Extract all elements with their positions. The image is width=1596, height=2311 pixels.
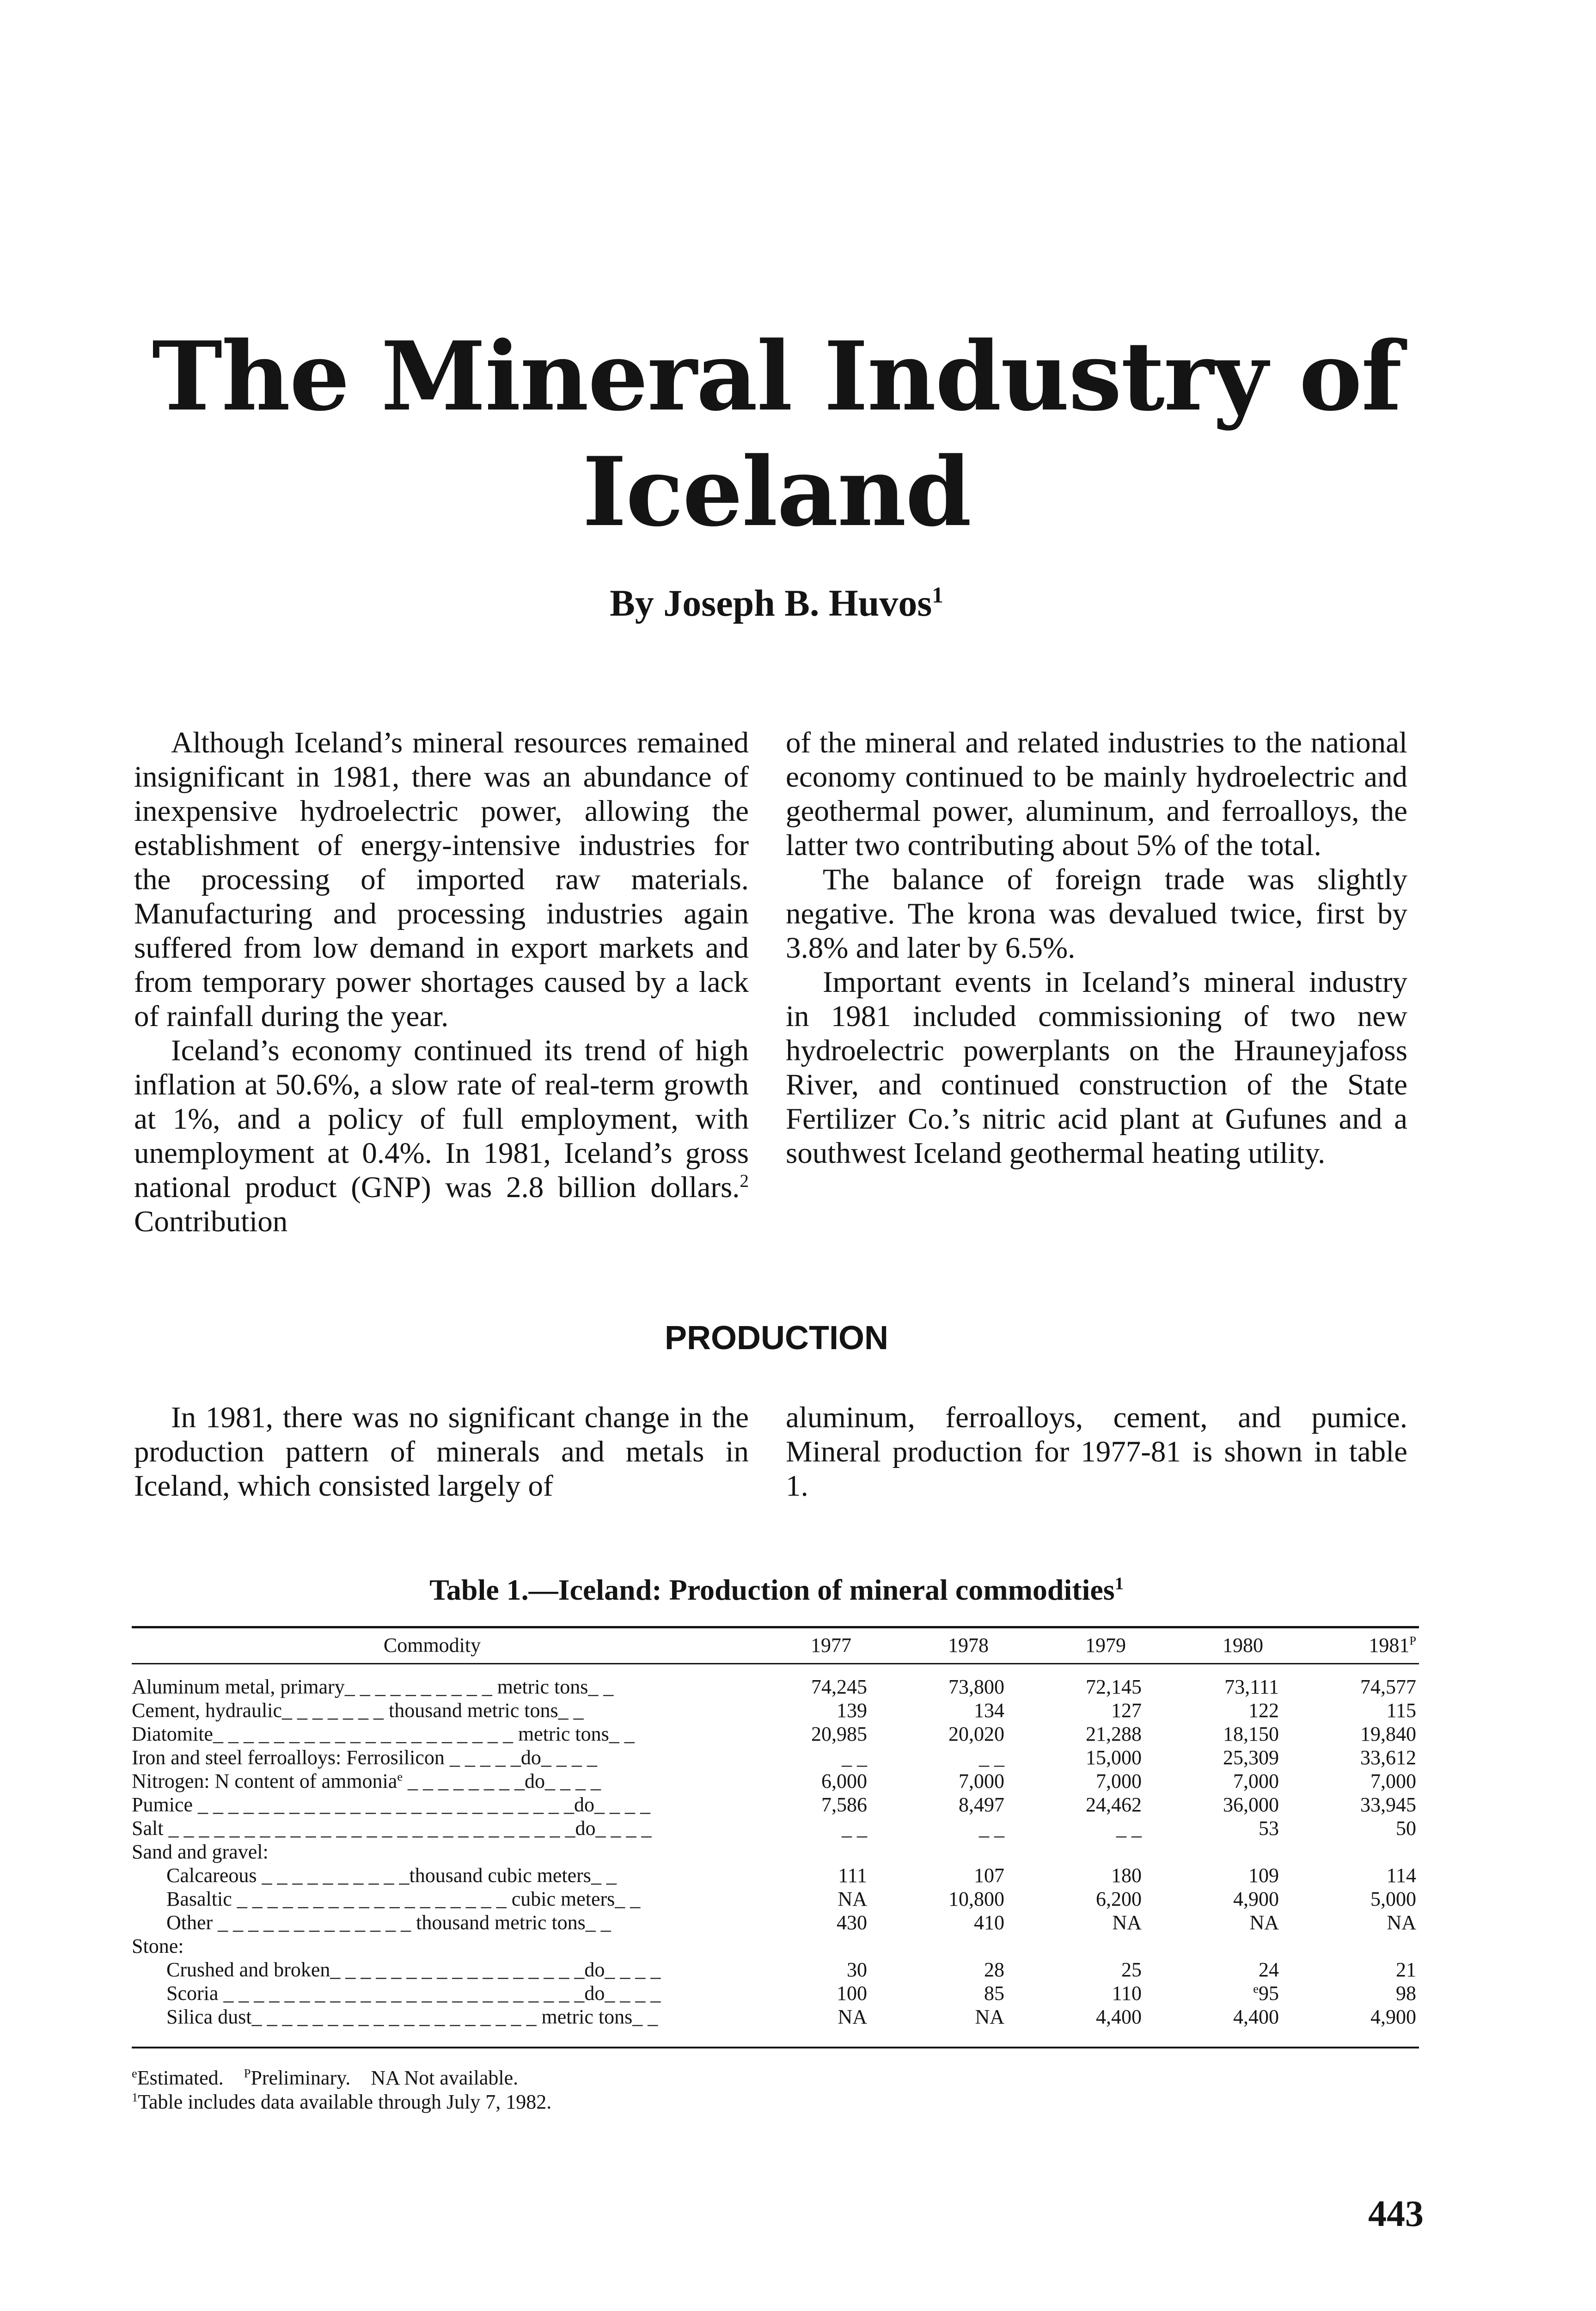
value-text: 10,800 xyxy=(948,1887,1004,1910)
value-text: NA xyxy=(838,1887,867,1910)
value-cell xyxy=(1144,1722,1282,1746)
value-text: 4,400 xyxy=(1096,2005,1142,2028)
value-cell xyxy=(733,1793,870,1816)
value-cell xyxy=(870,1958,1007,1981)
value-cell xyxy=(870,2005,1007,2029)
value-text: 7,000 xyxy=(1370,1769,1416,1792)
production-left-column xyxy=(134,1400,749,1503)
intro-left-column xyxy=(134,726,749,1239)
value-cell xyxy=(733,1699,870,1722)
commodity-label: Calcareous _ _ _ _ _ _ _ _ _ _thousand cubic meters_ _ xyxy=(166,1864,617,1887)
value-text: 33,612 xyxy=(1360,1746,1416,1769)
header-1978: 1978 xyxy=(948,1633,989,1657)
value-text: 28 xyxy=(984,1958,1004,1981)
table-header-row xyxy=(132,1627,1419,1663)
table-row xyxy=(132,1887,1419,1911)
author-byline xyxy=(139,580,1414,626)
table-row xyxy=(132,1746,1419,1769)
value-text: 21 xyxy=(1396,1958,1416,1981)
value-text: 139 xyxy=(837,1699,867,1722)
commodity-cell xyxy=(132,1699,733,1722)
commodity-label: Crushed and broken_ _ _ _ _ _ _ _ _ _ _ _ _ _ _ _ _do_ _ _ _ xyxy=(166,1958,661,1981)
value-text: 100 xyxy=(837,1981,867,2005)
note-p-sup: P xyxy=(244,2066,251,2080)
table-row xyxy=(132,1722,1419,1746)
value-cell xyxy=(1282,1663,1419,1699)
value-cell xyxy=(1007,1793,1144,1816)
footnote-marker-2: 2 xyxy=(740,1171,749,1191)
value-cell xyxy=(1007,1840,1144,1864)
value-cell xyxy=(1282,1793,1419,1816)
value-text: NA xyxy=(1249,1911,1279,1934)
value-cell xyxy=(1282,1722,1419,1746)
value-cell xyxy=(1144,1769,1282,1793)
table-row xyxy=(132,1911,1419,1934)
production-paragraph-left: In 1981, there was no significant change in the production pattern of minerals and metals in Iceland, which consisted largely of xyxy=(134,1401,749,1503)
table-row xyxy=(132,1699,1419,1722)
value-text: 109 xyxy=(1248,1864,1279,1887)
intro-paragraph-5: Important events in Iceland’s mineral industry in 1981 included commissioning of two new hydroelectric powerplants on the Hrauneyjafoss River, and continued construction of the State Fertilizer Co.’s nitric acid plant at Gufunes and a southwest Iceland geothermal heating utility. xyxy=(786,966,1407,1170)
value-text: 73,111 xyxy=(1224,1675,1279,1698)
note-1-text: Table includes data available through July 7, 1982. xyxy=(138,2091,552,2113)
commodity-label-tail: _ _ _ _ _ _ _ _do_ _ _ _ xyxy=(403,1769,601,1792)
commodity-cell xyxy=(132,1769,733,1793)
production-heading: PRODUCTION xyxy=(665,1320,888,1357)
value-text: 72,145 xyxy=(1086,1675,1142,1698)
value-cell xyxy=(870,1699,1007,1722)
value-text: 134 xyxy=(974,1699,1004,1722)
commodity-cell xyxy=(132,1793,733,1816)
value-cell xyxy=(1282,1699,1419,1722)
commodity-cell xyxy=(132,2005,733,2029)
value-cell xyxy=(1282,1746,1419,1769)
value-text: 73,800 xyxy=(948,1675,1004,1698)
commodity-label: Silica dust_ _ _ _ _ _ _ _ _ _ _ _ _ _ _ _ _ _ _ metric tons_ _ xyxy=(166,2005,658,2028)
value-text: NA xyxy=(975,2005,1004,2028)
value-cell xyxy=(1282,1816,1419,1840)
value-cell xyxy=(870,1911,1007,1934)
value-cell xyxy=(1007,1746,1144,1769)
value-cell xyxy=(733,1840,870,1864)
value-text: 74,245 xyxy=(811,1675,867,1698)
intro-paragraph-2 xyxy=(134,1033,749,1239)
value-text: 25 xyxy=(1121,1958,1142,1981)
table-bottom-rule xyxy=(132,2047,1419,2048)
commodity-cell xyxy=(132,1911,733,1934)
value-cell xyxy=(733,1663,870,1699)
value-text: 110 xyxy=(1112,1981,1142,2005)
value-text: 20,985 xyxy=(811,1722,867,1745)
value-text: _ _ xyxy=(979,1746,1004,1769)
value-cell xyxy=(1282,1840,1419,1864)
value-cell xyxy=(1282,1911,1419,1934)
value-cell xyxy=(1144,2005,1282,2029)
commodity-cell xyxy=(132,1981,733,2005)
value-cell xyxy=(1144,1793,1282,1816)
value-text: 25,309 xyxy=(1223,1746,1279,1769)
page-number: 443 xyxy=(1368,2194,1424,2234)
value-cell xyxy=(1007,1663,1144,1699)
value-cell xyxy=(1144,1699,1282,1722)
value-text: 5,000 xyxy=(1370,1887,1416,1910)
value-cell xyxy=(870,1816,1007,1840)
value-cell xyxy=(1144,1887,1282,1911)
value-text: 20,020 xyxy=(948,1722,1004,1745)
value-cell xyxy=(1007,1887,1144,1911)
value-text: 21,288 xyxy=(1086,1722,1142,1745)
commodity-cell xyxy=(132,1746,733,1769)
value-text: 122 xyxy=(1248,1699,1279,1722)
commodity-cell xyxy=(132,1958,733,1981)
header-1980: 1980 xyxy=(1223,1633,1263,1657)
value-cell xyxy=(870,1769,1007,1793)
value-text: NA xyxy=(1387,1911,1416,1934)
value-cell xyxy=(1282,1769,1419,1793)
intro-right-column xyxy=(786,726,1407,1170)
commodity-label: Aluminum metal, primary_ _ _ _ _ _ _ _ _ _ metric tons_ _ xyxy=(132,1675,614,1698)
value-cell xyxy=(1144,1981,1282,2005)
production-right-column xyxy=(786,1400,1407,1503)
commodity-label: Pumice _ _ _ _ _ _ _ _ _ _ _ _ _ _ _ _ _ _ _ _ _ _ _ _ _do_ _ _ _ xyxy=(132,1793,650,1816)
table-row xyxy=(132,1663,1419,1699)
value-text: 115 xyxy=(1386,1699,1416,1722)
value-text: NA xyxy=(838,2005,867,2028)
value-text: NA xyxy=(1112,1911,1142,1934)
value-cell xyxy=(1282,1934,1419,1958)
value-cell xyxy=(1144,1958,1282,1981)
value-cell xyxy=(870,1663,1007,1699)
value-cell xyxy=(1007,1699,1144,1722)
header-1977: 1977 xyxy=(811,1633,851,1657)
table-title-text: Table 1.—Iceland: Production of mineral commodities xyxy=(429,1573,1115,1606)
value-cell xyxy=(733,1722,870,1746)
value-cell xyxy=(1144,1840,1282,1864)
value-text: _ _ xyxy=(842,1816,867,1840)
article-title xyxy=(139,319,1414,550)
table-row xyxy=(132,1864,1419,1887)
value-cell xyxy=(733,1746,870,1769)
note-preliminary: Preliminary. xyxy=(251,2066,351,2089)
value-text: 107 xyxy=(974,1864,1004,1887)
value-text: 4,400 xyxy=(1233,2005,1279,2028)
value-cell xyxy=(733,1934,870,1958)
value-text: 7,000 xyxy=(1096,1769,1142,1792)
table-row xyxy=(132,1769,1419,1793)
table-row xyxy=(132,1934,1419,1958)
table-row xyxy=(132,2005,1419,2029)
intro-paragraph-2-text: Iceland’s economy continued its trend of high inflation at 50.6%, a slow rate of real-term growth at 1%, and a policy of full employment, with unemployment at 0.4%. In 1981, Iceland’s gross national product (GNP) was 2.8 billion dollars. xyxy=(134,1034,749,1204)
header-1979: 1979 xyxy=(1085,1633,1126,1657)
value-cell xyxy=(1007,1722,1144,1746)
intro-paragraph-3: of the mineral and related industries to the national economy continued to be mainly hydroelectric and geothermal power, aluminum, and ferroalloys, the latter two contributing about 5% of the total. xyxy=(786,726,1407,862)
commodity-label: Scoria _ _ _ _ _ _ _ _ _ _ _ _ _ _ _ _ _ _ _ _ _ _ _ _do_ _ _ _ xyxy=(166,1981,661,2005)
commodity-label: Cement, hydraulic_ _ _ _ _ _ _ thousand metric tons_ _ xyxy=(132,1699,584,1722)
value-text: 111 xyxy=(838,1864,867,1887)
value-text: 114 xyxy=(1386,1864,1416,1887)
value-sup: e xyxy=(1253,1981,1259,1995)
value-text: 6,200 xyxy=(1096,1887,1142,1910)
commodity-cell xyxy=(132,1663,733,1699)
table-title-footnote: 1 xyxy=(1114,1574,1124,1594)
value-text: 7,000 xyxy=(959,1769,1004,1792)
commodity-label: Sand and gravel: xyxy=(132,1840,269,1863)
header-1981-text: 1981 xyxy=(1369,1633,1410,1657)
intro-paragraph-2-tail: Contribution xyxy=(134,1205,288,1238)
value-cell xyxy=(870,1887,1007,1911)
author-footnote-marker: 1 xyxy=(932,582,943,608)
table-notes xyxy=(132,2066,1419,2114)
value-text: 8,497 xyxy=(959,1793,1004,1816)
note-na: NA Not available. xyxy=(371,2066,519,2089)
production-paragraph-right: aluminum, ferroalloys, cement, and pumice. Mineral production for 1977-81 is shown in table 1. xyxy=(786,1401,1407,1503)
value-text: 24,462 xyxy=(1086,1793,1142,1816)
value-cell xyxy=(1007,1816,1144,1840)
commodity-label: Diatomite_ _ _ _ _ _ _ _ _ _ _ _ _ _ _ _ _ _ _ _ metric tons_ _ xyxy=(132,1722,635,1745)
value-cell xyxy=(870,1793,1007,1816)
value-text: 180 xyxy=(1111,1864,1142,1887)
header-1981-sup: P xyxy=(1409,1633,1416,1647)
value-cell xyxy=(1007,1934,1144,1958)
commodity-label: Other _ _ _ _ _ _ _ _ _ _ _ _ _ thousand metric tons_ _ xyxy=(166,1911,611,1934)
value-text: _ _ xyxy=(979,1816,1004,1840)
table-note-legend xyxy=(132,2066,1419,2090)
value-text: 7,000 xyxy=(1233,1769,1279,1792)
value-cell xyxy=(1282,1958,1419,1981)
value-text: 127 xyxy=(1111,1699,1142,1722)
value-text: 98 xyxy=(1396,1981,1416,2005)
value-text: 430 xyxy=(837,1911,867,1934)
value-cell xyxy=(1144,1934,1282,1958)
intro-paragraph-1: Although Iceland’s mineral resources remained insignificant in 1981, there was an abundance of inexpensive hydroelectric power, allowing the establishment of energy-intensive industries for the processing of imported raw materials. Manufacturing and processing industries again suffered from low demand in export markets and from temporary power shortages caused by a lack of rainfall during the year. xyxy=(134,726,749,1033)
value-cell xyxy=(1144,1816,1282,1840)
value-text: 19,840 xyxy=(1360,1722,1416,1745)
value-text: 4,900 xyxy=(1233,1887,1279,1910)
value-cell xyxy=(1007,2005,1144,2029)
commodity-cell xyxy=(132,1840,733,1864)
value-cell xyxy=(733,1911,870,1934)
value-text: 410 xyxy=(974,1911,1004,1934)
value-text: 50 xyxy=(1396,1816,1416,1840)
value-cell xyxy=(733,1769,870,1793)
note-e-sup: e xyxy=(132,2066,137,2080)
commodity-cell xyxy=(132,1722,733,1746)
value-cell xyxy=(1282,1887,1419,1911)
value-cell xyxy=(733,1981,870,2005)
table-row xyxy=(132,1816,1419,1840)
value-text: 18,150 xyxy=(1223,1722,1279,1745)
value-text: _ _ xyxy=(1116,1816,1142,1840)
value-cell xyxy=(1144,1864,1282,1887)
commodity-label: Basaltic _ _ _ _ _ _ _ _ _ _ _ _ _ _ _ _ _ _ cubic meters_ _ xyxy=(166,1887,641,1910)
title-line-2: Iceland xyxy=(582,437,971,548)
value-cell xyxy=(733,1864,870,1887)
value-text: 15,000 xyxy=(1086,1746,1142,1769)
value-cell xyxy=(733,1887,870,1911)
value-text: 74,577 xyxy=(1360,1675,1416,1698)
value-cell xyxy=(1144,1663,1282,1699)
value-text: 85 xyxy=(984,1981,1004,2005)
value-text: 4,900 xyxy=(1370,2005,1416,2028)
commodity-cell xyxy=(132,1887,733,1911)
commodity-cell xyxy=(132,1816,733,1840)
commodity-label: Iron and steel ferroalloys: Ferrosilicon _ _ _ _ _do_ _ _ _ xyxy=(132,1746,597,1769)
value-cell xyxy=(1144,1746,1282,1769)
table-note-1 xyxy=(132,2090,1419,2114)
value-cell xyxy=(733,1816,870,1840)
value-text: 33,945 xyxy=(1360,1793,1416,1816)
value-cell xyxy=(1007,1958,1144,1981)
value-cell xyxy=(870,1981,1007,2005)
value-cell xyxy=(870,1934,1007,1958)
commodity-label-sup: e xyxy=(397,1769,403,1783)
value-cell xyxy=(870,1722,1007,1746)
value-cell xyxy=(1007,1911,1144,1934)
value-cell xyxy=(1282,1981,1419,2005)
value-cell xyxy=(733,2005,870,2029)
table-row xyxy=(132,1958,1419,1981)
value-cell xyxy=(1144,1911,1282,1934)
title-line-1: The Mineral Industry of xyxy=(152,321,1401,432)
value-text: _ _ xyxy=(842,1746,867,1769)
table-row xyxy=(132,1981,1419,2005)
note-1-sup: 1 xyxy=(132,2090,138,2104)
value-cell xyxy=(1007,1864,1144,1887)
value-text: 95 xyxy=(1259,1981,1279,2005)
header-commodity: Commodity xyxy=(383,1633,481,1657)
table-row xyxy=(132,1793,1419,1816)
value-cell xyxy=(1282,2005,1419,2029)
value-cell xyxy=(870,1840,1007,1864)
value-text: 36,000 xyxy=(1223,1793,1279,1816)
table-title xyxy=(134,1571,1419,1608)
note-estimated: Estimated. xyxy=(137,2066,224,2089)
production-table xyxy=(132,1627,1419,2029)
value-cell xyxy=(1007,1769,1144,1793)
value-cell xyxy=(1007,1981,1144,2005)
commodity-label: Stone: xyxy=(132,1934,184,1957)
value-cell xyxy=(870,1746,1007,1769)
commodity-cell xyxy=(132,1864,733,1887)
value-cell xyxy=(733,1958,870,1981)
value-text: 53 xyxy=(1259,1816,1279,1840)
header-1981 xyxy=(1282,1627,1419,1663)
intro-paragraph-4: The balance of foreign trade was slightly negative. The krona was devalued twice, first by 3.8% and later by 6.5%. xyxy=(786,863,1407,965)
value-text: 30 xyxy=(847,1958,867,1981)
table-row xyxy=(132,1840,1419,1864)
value-cell xyxy=(870,1864,1007,1887)
value-text: 6,000 xyxy=(821,1769,867,1792)
commodity-label: Salt _ _ _ _ _ _ _ _ _ _ _ _ _ _ _ _ _ _ _ _ _ _ _ _ _ _ _do_ _ _ _ xyxy=(132,1816,652,1840)
value-text: 7,586 xyxy=(821,1793,867,1816)
author-name: By Joseph B. Huvos xyxy=(610,582,932,624)
commodity-cell xyxy=(132,1934,733,1958)
value-cell xyxy=(1282,1864,1419,1887)
value-text: 24 xyxy=(1259,1958,1279,1981)
commodity-label: Nitrogen: N content of ammonia xyxy=(132,1769,397,1792)
